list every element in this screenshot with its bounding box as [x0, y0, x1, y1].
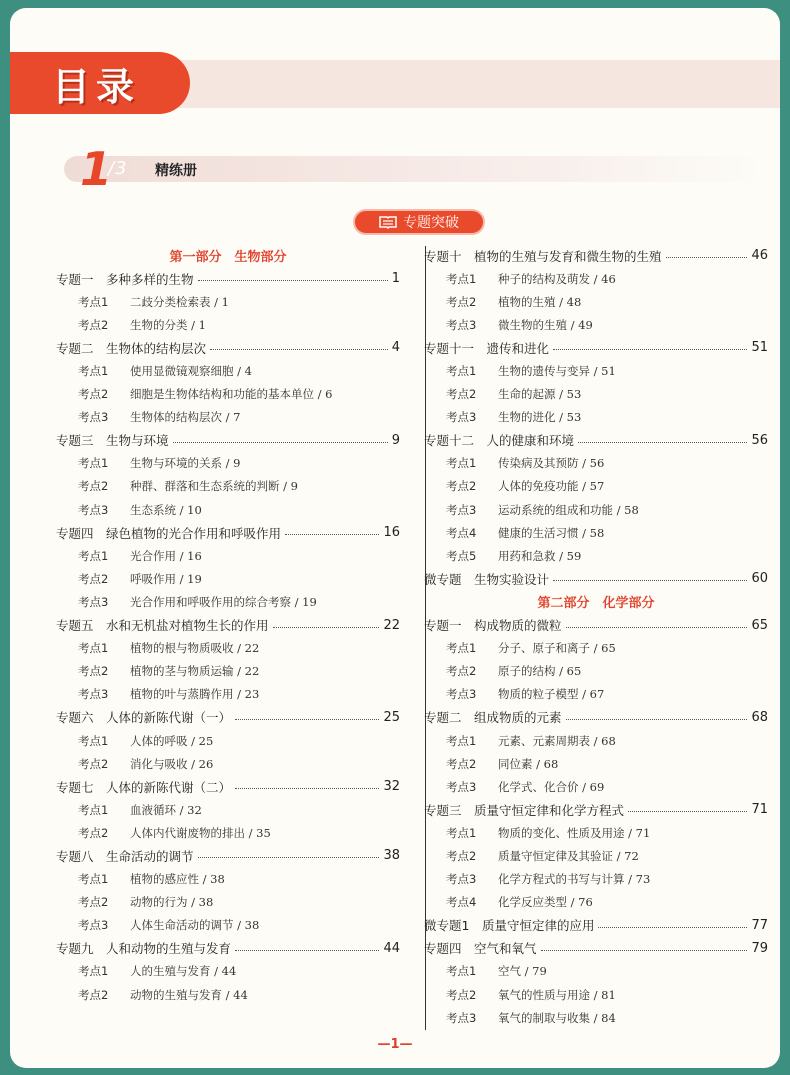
point-number: 考点3	[446, 779, 477, 794]
toc-point-row	[56, 891, 400, 914]
topic-label: 专题十二 人的健康和环境	[424, 433, 575, 449]
point-number: 考点1	[446, 271, 477, 286]
point-text: 健康的生活习惯 / 58	[498, 525, 605, 540]
point-text: 光合作用和呼吸作用的综合考察 / 19	[130, 594, 317, 609]
point-text: 运动系统的组成和功能 / 58	[498, 502, 639, 517]
point-number: 考点1	[78, 456, 109, 471]
point-number: 考点3	[78, 410, 109, 425]
point-number: 考点1	[446, 733, 477, 748]
toc-point-row	[424, 383, 768, 406]
leader-dots	[566, 719, 748, 720]
toc-point-row	[424, 729, 768, 752]
point-text: 人体的免疫功能 / 57	[498, 479, 605, 494]
topic-page: 1	[391, 271, 400, 287]
point-text: 细胞是生物体结构和功能的基本单位 / 6	[130, 387, 333, 402]
toc-point-row	[424, 752, 768, 775]
toc-point-row	[424, 868, 768, 891]
part-heading: 第二部分 化学部分	[537, 596, 655, 612]
toc-topic-row	[424, 706, 768, 729]
leader-dots	[566, 627, 748, 628]
book-icon	[379, 215, 397, 229]
point-number: 考点3	[446, 502, 477, 517]
point-text: 微生物的生殖 / 49	[498, 317, 593, 332]
point-number: 考点4	[446, 525, 477, 540]
leader-dots	[553, 349, 747, 350]
toc-point-row	[56, 683, 400, 706]
toc-topic-row	[56, 706, 400, 729]
topic-label: 专题十 植物的生殖与发育和微生物的生殖	[424, 248, 662, 264]
section-badge	[353, 209, 485, 235]
point-text: 植物的叶与蒸腾作用 / 23	[130, 687, 260, 702]
toc-point-row	[424, 267, 768, 290]
topic-page: 56	[751, 432, 768, 448]
topic-page: 32	[383, 779, 400, 795]
toc-left-column	[56, 244, 400, 1006]
topic-page: 16	[383, 525, 400, 541]
toc-topic-row	[56, 844, 400, 867]
topic-page: 65	[751, 617, 768, 633]
point-number: 考点3	[446, 1010, 477, 1025]
toc-point-row	[56, 313, 400, 336]
point-number: 考点3	[78, 594, 109, 609]
toc-point-row	[56, 868, 400, 891]
toc-point-row	[424, 452, 768, 475]
point-number: 考点2	[78, 479, 109, 494]
topic-page: 46	[751, 248, 768, 264]
point-text: 同位素 / 68	[498, 756, 559, 771]
topic-label: 专题三 生物与环境	[56, 433, 169, 449]
leader-dots	[553, 580, 747, 581]
topic-page: 4	[391, 340, 400, 356]
point-text: 空气 / 79	[498, 964, 547, 979]
point-text: 二歧分类检索表 / 1	[130, 294, 230, 309]
point-text: 生物的遗传与变异 / 51	[498, 364, 616, 379]
point-text: 生物与环境的关系 / 9	[130, 456, 241, 471]
point-text: 植物的感应性 / 38	[130, 872, 225, 887]
point-text: 种群、群落和生态系统的判断 / 9	[130, 479, 299, 494]
toc-topic-row	[56, 614, 400, 637]
toc-point-row	[424, 544, 768, 567]
topic-label: 微专题 生物实验设计	[424, 571, 550, 587]
leader-dots	[285, 534, 379, 535]
point-number: 考点2	[446, 664, 477, 679]
toc-point-row	[56, 359, 400, 382]
toc-topic-row	[424, 937, 768, 960]
point-text: 氧气的性质与用途 / 81	[498, 987, 616, 1002]
volume-fraction: /3	[108, 158, 128, 179]
volume-name: 精练册	[155, 163, 197, 179]
toc-point-row	[56, 406, 400, 429]
topic-page: 22	[383, 617, 400, 633]
toc-point-row	[424, 960, 768, 983]
topic-label: 专题二 生物体的结构层次	[56, 340, 207, 356]
point-number: 考点2	[78, 825, 109, 840]
toc-point-row	[424, 498, 768, 521]
point-text: 人的生殖与发育 / 44	[130, 964, 237, 979]
point-number: 考点2	[78, 664, 109, 679]
point-number: 考点1	[446, 825, 477, 840]
toc-topic-row	[56, 937, 400, 960]
point-text: 物质的变化、性质及用途 / 71	[498, 825, 651, 840]
topic-page: 68	[751, 709, 768, 725]
topic-label: 专题五 水和无机盐对植物生长的作用	[56, 618, 269, 634]
toc-topic-row	[424, 614, 768, 637]
toc-point-row	[56, 498, 400, 521]
toc-point-row	[424, 1006, 768, 1029]
point-text: 化学反应类型 / 76	[498, 895, 593, 910]
toc-topic-row	[56, 429, 400, 452]
toc-page	[10, 8, 780, 1068]
point-number: 考点1	[78, 733, 109, 748]
point-number: 考点2	[78, 317, 109, 332]
toc-point-row	[424, 660, 768, 683]
point-number: 考点2	[78, 571, 109, 586]
point-text: 原子的结构 / 65	[498, 664, 582, 679]
point-number: 考点3	[446, 687, 477, 702]
toc-point-row	[56, 798, 400, 821]
part-heading: 第一部分 生物部分	[169, 250, 287, 266]
leader-dots	[198, 857, 380, 858]
point-text: 植物的根与物质吸收 / 22	[130, 641, 260, 656]
point-number: 考点3	[78, 687, 109, 702]
toc-point-row	[56, 452, 400, 475]
point-text: 人体内代谢废物的排出 / 35	[130, 825, 271, 840]
point-number: 考点2	[446, 387, 477, 402]
toc-point-row	[424, 475, 768, 498]
toc-topic-row	[424, 798, 768, 821]
page-number: —1—	[377, 1037, 413, 1052]
toc-topic-row	[424, 244, 768, 267]
toc-point-row	[424, 821, 768, 844]
topic-label: 专题四 空气和氧气	[424, 941, 537, 957]
point-text: 生态系统 / 10	[130, 502, 202, 517]
point-text: 化学方程式的书写与计算 / 73	[498, 872, 651, 887]
point-number: 考点1	[78, 872, 109, 887]
topic-label: 微专题1 质量守恒定律的应用	[424, 918, 595, 934]
point-number: 考点1	[78, 802, 109, 817]
point-text: 光合作用 / 16	[130, 548, 202, 563]
topic-page: 25	[383, 709, 400, 725]
point-number: 考点3	[446, 872, 477, 887]
toc-point-row	[56, 475, 400, 498]
point-number: 考点1	[446, 456, 477, 471]
toc-point-row	[56, 383, 400, 406]
toc-point-row	[56, 960, 400, 983]
point-text: 植物的生殖 / 48	[498, 294, 582, 309]
section-badge-label: 专题突破	[403, 215, 459, 231]
point-text: 动物的行为 / 38	[130, 895, 214, 910]
leader-dots	[173, 442, 388, 443]
toc-point-row	[56, 983, 400, 1006]
point-text: 种子的结构及萌发 / 46	[498, 271, 616, 286]
point-text: 使用显微镜观察细胞 / 4	[130, 364, 253, 379]
point-text: 植物的茎与物质运输 / 22	[130, 664, 260, 679]
topic-label: 专题八 生命活动的调节	[56, 848, 194, 864]
toc-point-row	[424, 406, 768, 429]
toc-point-row	[424, 637, 768, 660]
toc-point-row	[424, 983, 768, 1006]
topic-page: 71	[751, 802, 768, 818]
topic-label: 专题三 质量守恒定律和化学方程式	[424, 802, 625, 818]
point-number: 考点1	[446, 641, 477, 656]
toc-point-row	[56, 729, 400, 752]
toc-topic-row	[424, 567, 768, 590]
topic-page: 9	[391, 432, 400, 448]
leader-dots	[666, 257, 748, 258]
point-text: 质量守恒定律及其验证 / 72	[498, 848, 639, 863]
point-text: 生命的起源 / 53	[498, 387, 582, 402]
toc-topic-row	[56, 267, 400, 290]
toc-point-row	[56, 290, 400, 313]
point-number: 考点5	[446, 548, 477, 563]
toc-topic-row	[56, 775, 400, 798]
point-number: 考点2	[446, 987, 477, 1002]
toc-point-row	[56, 752, 400, 775]
leader-dots	[235, 950, 379, 951]
point-number: 考点2	[78, 987, 109, 1002]
topic-page: 77	[751, 917, 768, 933]
toc-topic-row	[56, 521, 400, 544]
toc-point-row	[424, 844, 768, 867]
point-number: 考点2	[78, 756, 109, 771]
point-text: 氧气的制取与收集 / 84	[498, 1010, 616, 1025]
toc-point-row	[424, 891, 768, 914]
point-text: 人体生命活动的调节 / 38	[130, 918, 260, 933]
toc-point-row	[424, 359, 768, 382]
point-number: 考点3	[446, 317, 477, 332]
point-number: 考点2	[78, 895, 109, 910]
toc-topic-row	[424, 914, 768, 937]
point-number: 考点1	[78, 364, 109, 379]
point-text: 元素、元素周期表 / 68	[498, 733, 616, 748]
point-text: 生物体的结构层次 / 7	[130, 410, 241, 425]
point-number: 考点2	[78, 387, 109, 402]
point-number: 考点2	[446, 848, 477, 863]
point-number: 考点3	[446, 410, 477, 425]
toc-right-column	[424, 244, 768, 1029]
point-text: 传染病及其预防 / 56	[498, 456, 605, 471]
point-text: 血液循环 / 32	[130, 802, 202, 817]
topic-page: 38	[383, 848, 400, 864]
point-text: 物质的粒子模型 / 67	[498, 687, 605, 702]
point-text: 生物的分类 / 1	[130, 317, 207, 332]
toc-point-row	[424, 290, 768, 313]
point-number: 考点1	[446, 364, 477, 379]
topic-page: 44	[383, 940, 400, 956]
leader-dots	[578, 442, 747, 443]
point-text: 人体的呼吸 / 25	[130, 733, 214, 748]
point-text: 动物的生殖与发育 / 44	[130, 987, 248, 1002]
point-number: 考点2	[446, 294, 477, 309]
toc-topic-row	[424, 429, 768, 452]
toc-point-row	[424, 313, 768, 336]
topic-label: 专题七 人体的新陈代谢（二）	[56, 779, 232, 795]
topic-page: 51	[751, 340, 768, 356]
point-number: 考点3	[78, 502, 109, 517]
point-text: 消化与吸收 / 26	[130, 756, 214, 771]
point-number: 考点2	[446, 479, 477, 494]
point-number: 考点1	[78, 548, 109, 563]
point-number: 考点2	[446, 756, 477, 771]
topic-label: 专题一 多种多样的生物	[56, 271, 194, 287]
volume-number: 1	[80, 142, 113, 196]
leader-dots	[628, 811, 747, 812]
toc-point-row	[56, 544, 400, 567]
leader-dots	[273, 627, 380, 628]
topic-page: 60	[751, 571, 768, 587]
topic-label: 专题六 人体的新陈代谢（一）	[56, 710, 232, 726]
leader-dots	[235, 719, 379, 720]
point-number: 考点1	[78, 964, 109, 979]
point-number: 考点3	[78, 918, 109, 933]
toc-point-row	[56, 567, 400, 590]
toc-point-row	[424, 683, 768, 706]
point-number: 考点4	[446, 895, 477, 910]
toc-point-row	[56, 914, 400, 937]
toc-point-row	[56, 821, 400, 844]
leader-dots	[235, 788, 379, 789]
point-number: 考点1	[78, 641, 109, 656]
point-text: 生物的进化 / 53	[498, 410, 582, 425]
topic-label: 专题二 组成物质的元素	[424, 710, 562, 726]
toc-point-row	[56, 637, 400, 660]
topic-label: 专题十一 遗传和进化	[424, 340, 550, 356]
point-number: 考点1	[446, 964, 477, 979]
leader-dots	[198, 280, 388, 281]
toc-topic-row	[56, 336, 400, 359]
toc-point-row	[56, 590, 400, 613]
topic-label: 专题四 绿色植物的光合作用和呼吸作用	[56, 525, 282, 541]
topic-label: 专题一 构成物质的微粒	[424, 618, 562, 634]
toc-topic-row	[424, 336, 768, 359]
topic-label: 专题九 人和动物的生殖与发育	[56, 941, 232, 957]
point-text: 化学式、化合价 / 69	[498, 779, 605, 794]
point-text: 用药和急救 / 59	[498, 548, 582, 563]
page-title: 目录	[10, 52, 190, 114]
point-number: 考点1	[78, 294, 109, 309]
leader-dots	[598, 927, 747, 928]
toc-point-row	[424, 775, 768, 798]
leader-dots	[541, 950, 748, 951]
toc-point-row	[424, 521, 768, 544]
topic-page: 79	[751, 940, 768, 956]
point-text: 分子、原子和离子 / 65	[498, 641, 616, 656]
toc-point-row	[56, 660, 400, 683]
point-text: 呼吸作用 / 19	[130, 571, 202, 586]
leader-dots	[210, 349, 388, 350]
